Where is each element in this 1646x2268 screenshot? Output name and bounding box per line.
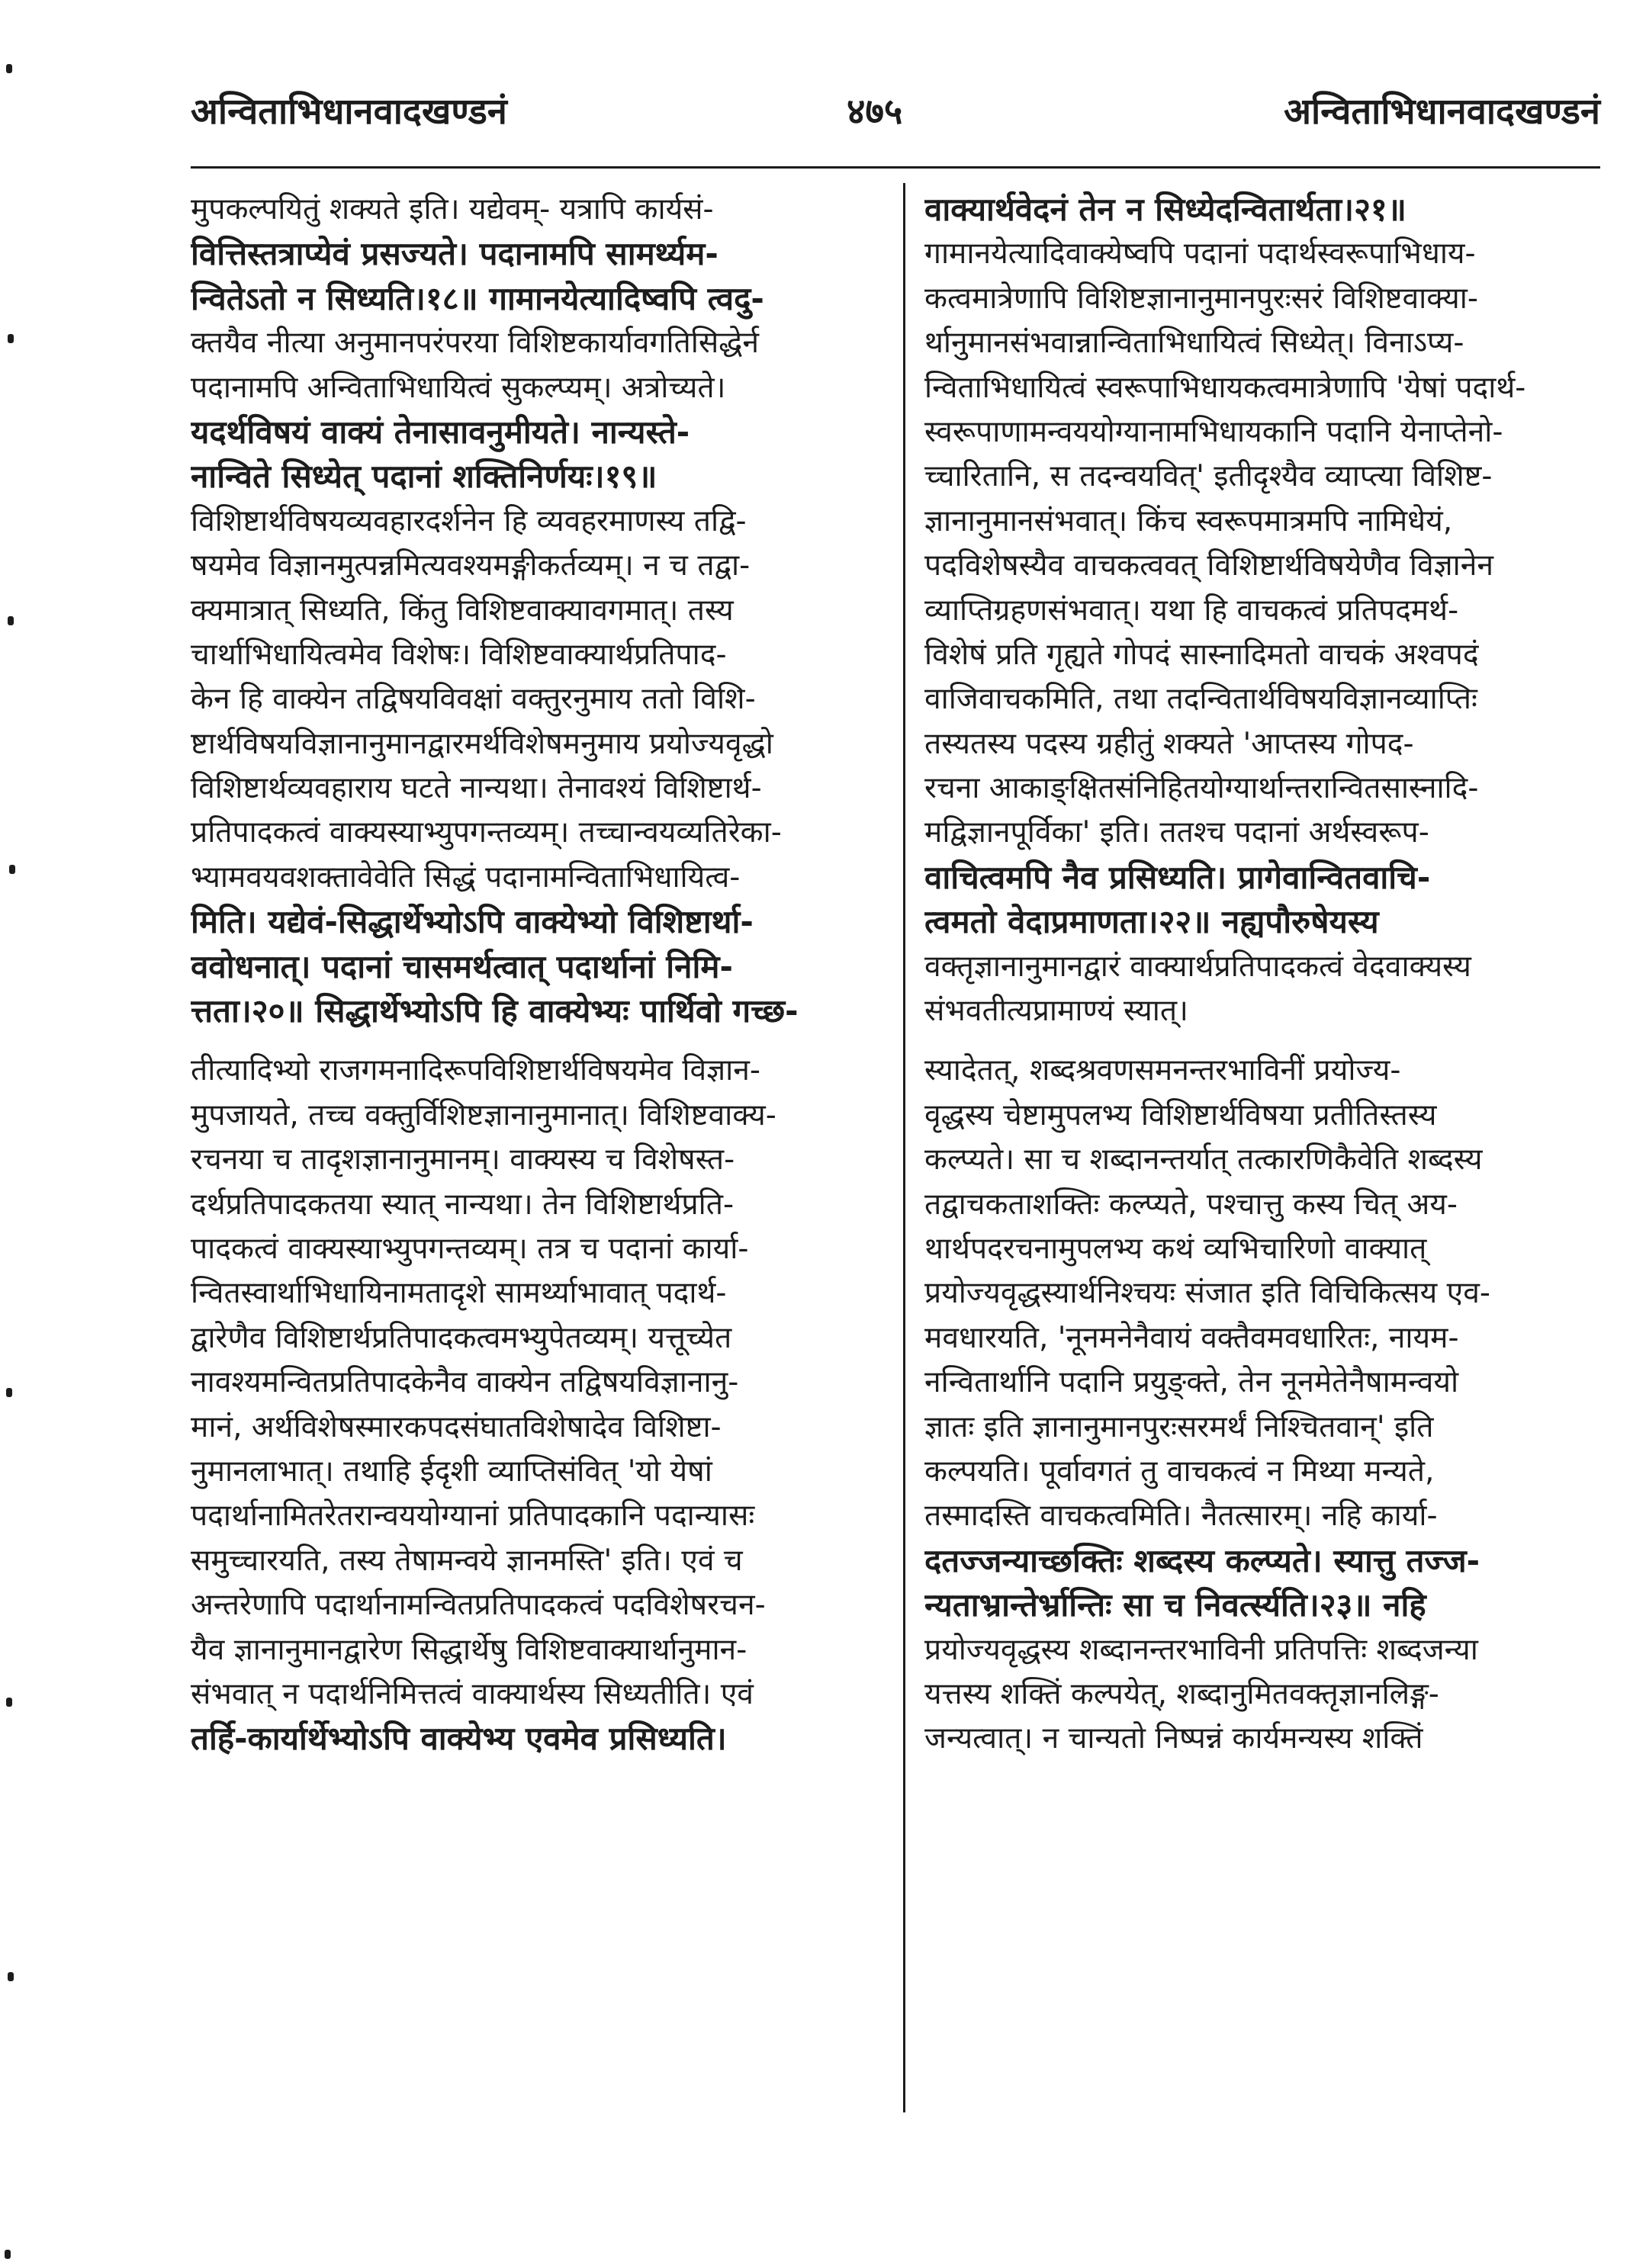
text-line: न्विताभिधायित्वं स्वरूपाभिधायकत्वमात्रेणापि 'येषां पदार्थ- <box>924 370 1526 405</box>
text-line: पदार्थानामितरेतरान्वययोग्यानां प्रतिपादकानि पदान्यासः <box>191 1499 755 1534</box>
text-line: पदविशेषस्यैव वाचकत्ववत् विशिष्टार्थविषयेणैव विज्ञानेन <box>924 548 1494 583</box>
text-line: ज्ञातः इति ज्ञानानुमानपुरःसरमर्थं निश्चितवान्' इति <box>924 1409 1434 1444</box>
text-line: तर्हि-कार्यार्थेभ्योऽपि वाक्येभ्य एवमेव प्रसिध्यति। <box>191 1720 727 1758</box>
text-line: यदर्थविषयं वाक्यं तेनासावनुमीयते। नान्यस्ते- <box>191 413 690 451</box>
text-line: नान्विते सिध्येत् पदानां शक्तिनिर्णयः।१९॥ <box>191 458 657 496</box>
text-line: नावश्यमन्वितप्रतिपादकेनैव वाक्येन तद्विषयविज्ञानानु- <box>191 1365 739 1400</box>
text-line: र्थानुमानसंभवान्नान्विताभिधायित्वं सिध्येत्। विनाऽप्य- <box>924 326 1464 361</box>
text-line: नुमानलाभात्। तथाहि ईदृशी व्याप्तिसंवित् 'यो येषां <box>191 1454 712 1489</box>
text-line: संभवात् न पदार्थनिमित्तत्वं वाक्यार्थस्य सिध्यतीति। एवं <box>191 1676 754 1711</box>
text-line: स्यादेतत्, शब्दश्रवणसमनन्तरभाविनीं प्रयोज्य- <box>924 1053 1401 1088</box>
text-line: विशिष्टार्थविषयव्यवहारदर्शनेन हि व्यवहरमाणस्य तद्वि- <box>191 503 747 538</box>
header-left-title: अन्विताभिधानवादखण्डनं <box>191 91 507 133</box>
text-line: मुपकल्पयितुं शक्यते इति। यद्येवम्- यत्रापि कार्यसं- <box>191 192 714 226</box>
text-line: ज्ञानानुमानसंभवात्। किंच स्वरूपमात्रमपि नामिधेयं, <box>924 503 1453 538</box>
text-line: न्वितेऽतो न सिध्यति।१८॥ गामानयेत्यादिष्वपि त्वदु- <box>191 279 764 317</box>
text-line: मद्विज्ञानपूर्विका' इति। ततश्च पदानां अर्थस्वरूप- <box>924 815 1429 850</box>
text-line: न्यताभ्रान्तेर्भ्रान्तिः सा च निवर्त्स्यति।२३॥ नहि <box>924 1586 1426 1624</box>
text-line: मिति। यद्येवं-सिद्धार्थेभ्योऽपि वाक्येभ्यो विशिष्टार्था- <box>191 903 754 941</box>
text-line: द्वारेणैव विशिष्टार्थप्रतिपादकत्वमभ्युपेतव्यम्। यत्तूच्येत <box>191 1320 732 1355</box>
text-line: कत्वमात्रेणापि विशिष्टज्ञानानुमानपुरःसरं विशिष्टवाक्या- <box>924 281 1478 316</box>
running-header <box>191 85 1600 154</box>
text-line: च्चारितानि, स तदन्वयवित्' इतीदृश्यैव व्याप्त्या विशिष्ट- <box>924 459 1493 494</box>
text-line: रचनया च तादृशज्ञानानुमानम्। वाक्यस्य च विशेषस्त- <box>191 1142 735 1177</box>
text-line: मानं, अर्थविशेषस्मारकपदसंघातविशेषादेव विशिष्टा- <box>191 1409 722 1444</box>
text-line: व्याप्तिग्रहणसंभवात्। यथा हि वाचकत्वं प्रतिपदमर्थ- <box>924 593 1459 628</box>
text-line: अन्तरेणापि पदार्थानामन्वितप्रतिपादकत्वं पदविशेषरचन- <box>191 1588 766 1623</box>
margin-speck <box>8 1972 14 1981</box>
text-line: वाजिवाचकमिति, तथा तदन्वितार्थविषयविज्ञानव्याप्तिः <box>924 682 1477 717</box>
text-line: स्वरूपाणामन्वययोग्यानामभिधायकानि पदानि येनाप्तेनो- <box>924 414 1503 449</box>
text-line: भ्यामवयवशक्तावेवेति सिद्धं पदानामन्विताभिधायित्व- <box>191 859 741 895</box>
text-line: पादकत्वं वाक्यस्याभ्युपगन्तव्यम्। तत्र च पदानां कार्या- <box>191 1231 749 1266</box>
text-line: वृद्धस्य चेष्टामुपलभ्य विशिष्टार्थविषया प्रतीतिस्तस्य <box>924 1097 1437 1132</box>
text-line: प्रयोज्यवृद्धस्य शब्दानन्तरभाविनी प्रतिपत्तिः शब्दजन्या <box>924 1632 1478 1667</box>
text-line: वाक्यार्थवेदनं तेन न सिध्येदन्वितार्थता।२१॥ <box>924 191 1406 228</box>
text-line: संभवतीत्यप्रामाण्यं स्यात्। <box>924 994 1188 1029</box>
text-line: वित्तिस्तत्राप्येवं प्रसज्यते। पदानामपि सामर्थ्यम- <box>191 235 719 273</box>
column-divider <box>903 183 905 2112</box>
text-line: केन हि वाक्येन तद्विषयविवक्षां वक्तुरनुमाय ततो विशि- <box>191 682 756 717</box>
text-line: वक्तृज्ञानानुमानद्वारं वाक्यार्थप्रतिपादकत्वं वेदवाक्यस्य <box>924 949 1471 984</box>
text-line: चार्थाभिधायित्वमेव विशेषः। विशिष्टवाक्यार्थप्रतिपाद- <box>191 637 727 672</box>
page-number: ४७५ <box>847 91 903 133</box>
text-line: तीत्यादिभ्यो राजगमनादिरूपविशिष्टार्थविषयमेव विज्ञान- <box>191 1053 760 1088</box>
margin-speck <box>6 1388 12 1397</box>
margin-speck <box>6 64 12 73</box>
text-line: वाचित्वमपि नैव प्रसिध्यति। प्रागेवान्वितवाचि- <box>924 858 1431 896</box>
margin-speck <box>9 865 15 874</box>
text-line: मवधारयति, 'नूनमनेनैवायं वक्तैवमवधारितः, नायम- <box>924 1320 1459 1355</box>
text-line: ववोधनात्। पदानां चासमर्थत्वात् पदार्थानां निमि- <box>191 947 733 985</box>
header-right-title: अन्विताभिधानवादखण्डनं <box>1284 91 1600 133</box>
header-rule <box>191 166 1600 169</box>
margin-speck <box>5 2250 11 2259</box>
text-line: विशेषं प्रति गृह्यते गोपदं सास्नादिमतो वाचकं अश्वपदं <box>924 637 1479 672</box>
text-line: कल्प्यते। सा च शब्दानन्तर्यात् तत्कारणिकैवेति शब्दस्य <box>924 1142 1483 1177</box>
text-line: रचना आकाङ्क्षितसंनिहितयोग्यार्थान्तरान्वितसास्नादि- <box>924 771 1479 806</box>
left-column <box>191 188 870 1762</box>
text-line: नन्वितार्थानि पदानि प्रयुङ्क्ते, तेन नूनमेतेनैषामन्वयो <box>924 1365 1459 1400</box>
text-line: दर्थप्रतिपादकतया स्यात् नान्यथा। तेन विशिष्टार्थप्रति- <box>191 1187 735 1222</box>
right-column <box>924 188 1600 1762</box>
text-line: न्वितस्वार्थाभिधायिनामतादृशे सामर्थ्याभावात् पदार्थ- <box>191 1276 727 1311</box>
text-line: पदानामपि अन्विताभिधायित्वं सुकल्प्यम्। अत्रोच्यते। <box>191 370 726 405</box>
text-line: यत्तस्य शक्तिं कल्पयेत्, शब्दानुमितवक्तृज्ञानलिङ्ग- <box>924 1676 1439 1711</box>
text-line: समुच्चारयति, तस्य तेषामन्वये ज्ञानमस्ति' इति। एवं च <box>191 1543 743 1578</box>
text-line: तद्वाचकताशक्तिः कल्प्यते, पश्चात्तु कस्य चित् अय- <box>924 1187 1458 1222</box>
text-line: तस्यतस्य पदस्य ग्रहीतुं शक्यते 'आप्तस्य गोपद- <box>924 726 1414 761</box>
margin-speck <box>8 334 14 343</box>
text-line: गामानयेत्यादिवाक्येष्वपि पदानां पदार्थस्वरूपाभिधाय- <box>924 236 1476 271</box>
text-line: तस्मादस्ति वाचकत्वमिति। नैतत्सारम्। नहि कार्या- <box>924 1499 1438 1534</box>
text-line: थार्थपदरचनामुपलभ्य कथं व्यभिचारिणो वाक्यात् <box>924 1231 1427 1266</box>
text-line: प्रतिपादकत्वं वाक्यस्याभ्युपगन्तव्यम्। तच्चान्वयव्यतिरेका- <box>191 815 782 850</box>
margin-speck <box>8 616 14 625</box>
text-line: विशिष्टार्थव्यवहाराय घटते नान्यथा। तेनावश्यं विशिष्टार्थ- <box>191 771 762 806</box>
text-line: त्तता।२०॥ सिद्धार्थेभ्योऽपि हि वाक्येभ्यः पार्थिवो गच्छ- <box>191 992 799 1030</box>
text-line: यैव ज्ञानानुमानद्वारेण सिद्धार्थेषु विशिष्टवाक्यार्थानुमान- <box>191 1632 747 1667</box>
text-line: दतज्जन्याच्छक्तिः शब्दस्य कल्प्यते। स्यात्तु तज्ज- <box>924 1541 1480 1579</box>
text-line: षयमेव विज्ञानमुत्पन्नमित्यवश्यमङ्गीकर्तव्यम्। न च तद्वा- <box>191 548 751 583</box>
text-line: जन्यत्वात्। न चान्यतो निष्पन्नं कार्यमन्यस्य शक्तिं <box>924 1721 1423 1756</box>
text-line: त्वमतो वेदाप्रमाणता।२२॥ नह्यपौरुषेयस्य <box>924 903 1379 941</box>
text-line: प्रयोज्यवृद्धस्यार्थनिश्चयः संजात इति विचिकित्सय एव- <box>924 1276 1490 1311</box>
text-line: कल्पयति। पूर्वावगतं तु वाचकत्वं न मिथ्या मन्यते, <box>924 1454 1435 1489</box>
text-line: मुपजायते, तच्च वक्तुर्विशिष्टज्ञानानुमानात्। विशिष्टवाक्य- <box>191 1097 776 1132</box>
text-line: क्तयैव नीत्या अनुमानपरंपरया विशिष्टकार्यावगतिसिद्धेर्न <box>191 326 760 361</box>
margin-speck <box>6 1698 12 1707</box>
text-line: क्यमात्रात् सिध्यति, किंतु विशिष्टवाक्यावगमात्। तस्य <box>191 593 734 628</box>
text-line: ष्टार्थविषयविज्ञानानुमानद्वारमर्थविशेषमनुमाय प्रयोज्यवृद्धो <box>191 726 773 761</box>
